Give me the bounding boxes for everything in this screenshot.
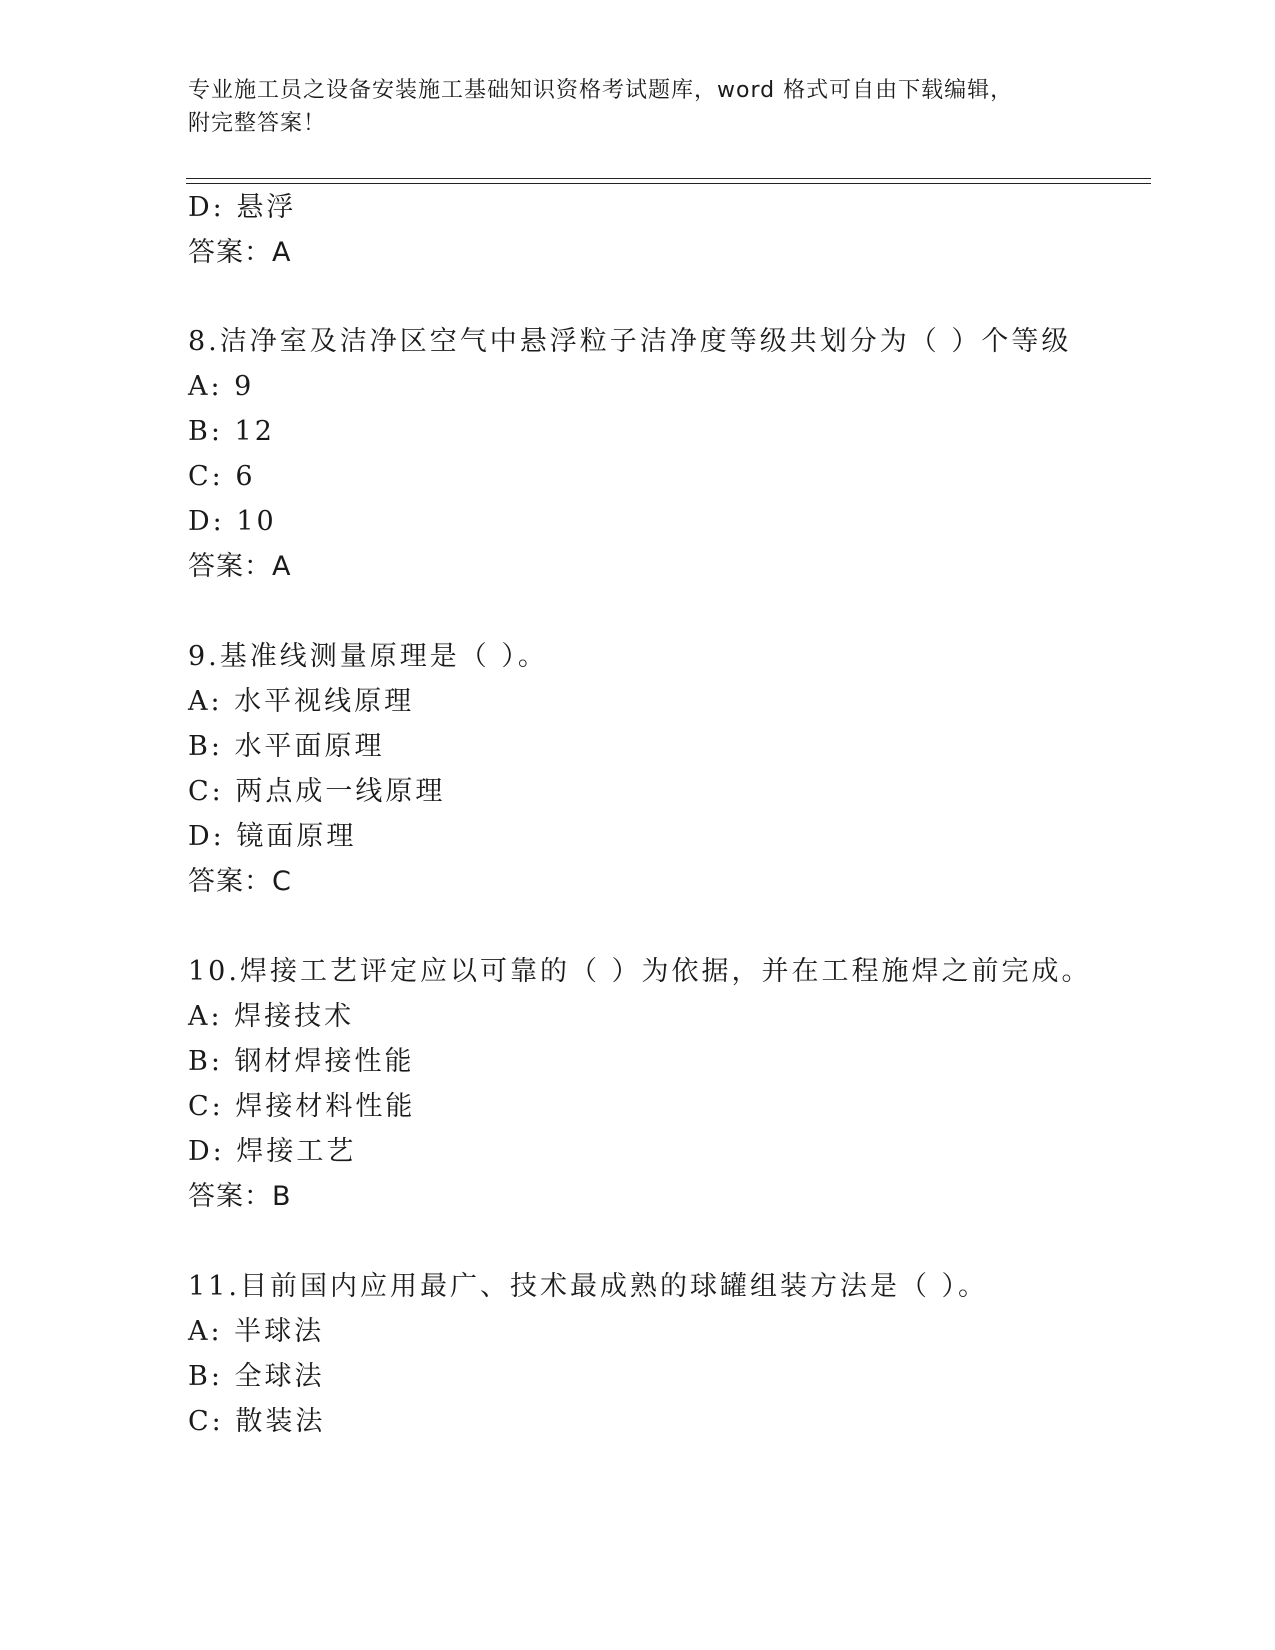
question-8-option-b: B: 12: [188, 416, 275, 447]
header-divider-bottom: [186, 183, 1151, 184]
prev-option-d: D: 悬浮: [188, 192, 297, 223]
question-9-stem: 9.基准线测量原理是（ ）。: [188, 641, 548, 672]
question-10-option-c: C: 焊接材料性能: [188, 1091, 416, 1122]
question-10-option-a: A: 焊接技术: [188, 1001, 355, 1032]
question-11-stem: 11.目前国内应用最广、技术最成熟的球罐组装方法是（ ）。: [188, 1271, 989, 1302]
document-header: [188, 74, 1088, 140]
question-8-option-c: C: 6: [188, 461, 256, 492]
question-9-option-c: C: 两点成一线原理: [188, 776, 446, 807]
question-9-answer: 答案：C: [188, 866, 292, 897]
question-8-option-d: D: 10: [188, 506, 277, 537]
question-10-answer: 答案：B: [188, 1181, 292, 1212]
question-8-stem: 8.洁净室及洁净区空气中悬浮粒子洁净度等级共划分为（ ）个等级: [188, 326, 1072, 357]
question-10-option-d: D: 焊接工艺: [188, 1136, 357, 1167]
question-8-answer: 答案：A: [188, 551, 292, 582]
question-10-stem: 10.焊接工艺评定应以可靠的（ ）为依据，并在工程施焊之前完成。: [188, 956, 1092, 987]
question-11-option-a: A: 半球法: [188, 1316, 325, 1347]
question-9-option-d: D: 镜面原理: [188, 821, 357, 852]
question-10-option-b: B: 钢材焊接性能: [188, 1046, 415, 1077]
question-9-option-a: A: 水平视线原理: [188, 686, 415, 717]
question-11-option-c: C: 散装法: [188, 1406, 326, 1437]
question-9-option-b: B: 水平面原理: [188, 731, 385, 762]
header-divider-top: [186, 178, 1151, 179]
prev-answer: 答案：A: [188, 237, 292, 268]
header-line-1: 专业施工员之设备安装施工基础知识资格考试题库，word 格式可自由下载编辑，: [188, 78, 1014, 103]
question-11-option-b: B: 全球法: [188, 1361, 325, 1392]
question-8-option-a: A: 9: [188, 371, 255, 402]
header-line-2: 附完整答案！: [188, 111, 327, 136]
